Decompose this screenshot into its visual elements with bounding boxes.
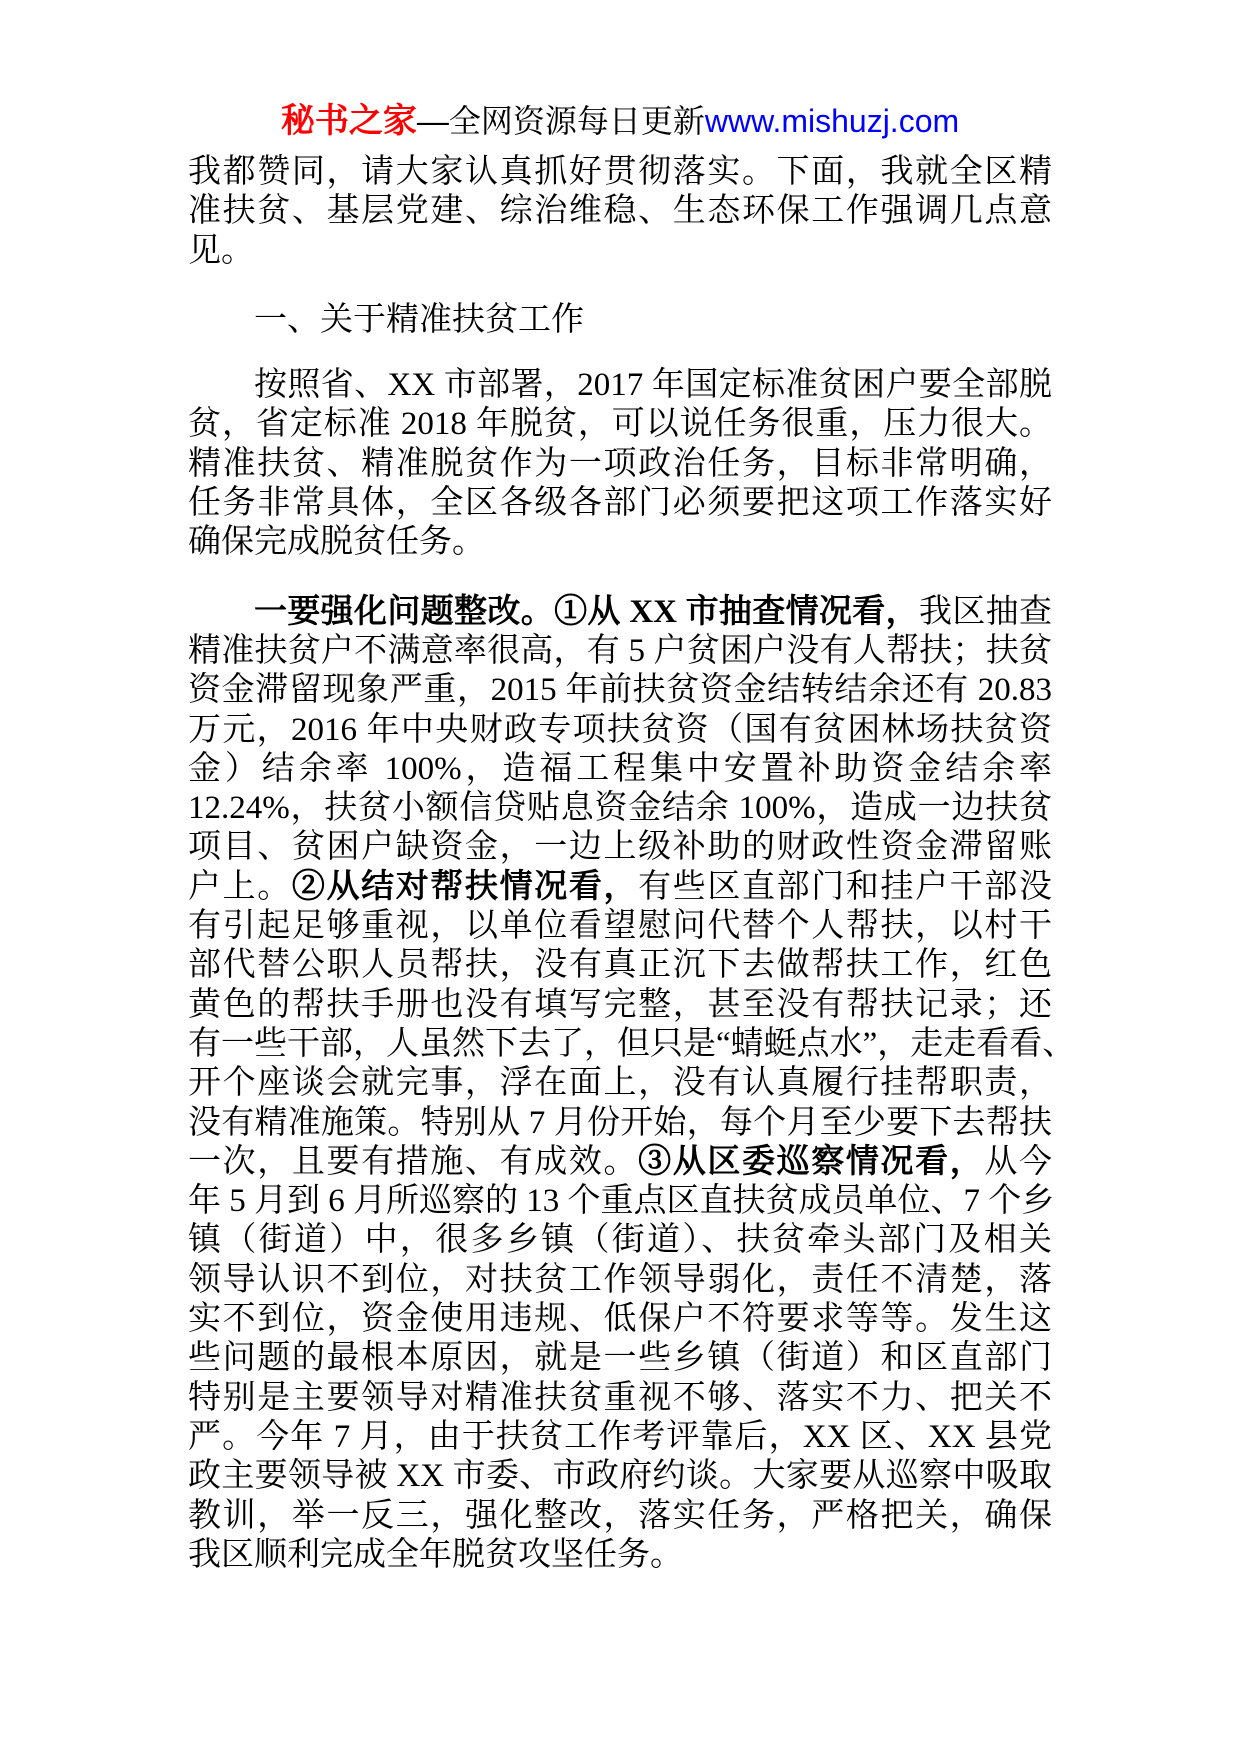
- text-line: 12.24%，扶贫小额信贷贴息资金结余 100%，造成一边扶贫: [188, 790, 1052, 827]
- text-line: 年 5 月到 6 月所巡察的 13 个重点区直扶贫成员单位、7 个乡: [188, 1183, 1055, 1220]
- text-run: 我区抽查: [918, 593, 1053, 630]
- text-line: 有一些干部，人虽然下去了，但只是“蜻蜓点水”，走走看看、: [188, 1025, 1076, 1062]
- text-line: 没有精准施策。特别从 7 月份开始，每个月至少要下去帮扶: [188, 1104, 1052, 1141]
- text-run: 有些区直部门和挂户干部没: [638, 868, 1052, 905]
- text-line: [188, 868, 1052, 907]
- text-line: 镇（街道）中，很多乡镇（街道）、扶贫牵头部门及相关: [188, 1222, 1052, 1259]
- paragraph-intro: [188, 153, 1052, 271]
- text-line: 严。今年 7 月，由于扶贫工作考评靠后，XX 区、XX 县党: [188, 1418, 1052, 1455]
- text-line: 按照省、XX 市部署，2017 年国定标准贫困户要全部脱: [254, 367, 1052, 404]
- brand-name: 秘书之家: [280, 102, 417, 140]
- text-line: 些问题的最根本原因，就是一些乡镇（街道）和区直部门: [188, 1340, 1052, 1377]
- text-line: 精准扶贫、精准脱贫作为一项政治任务，目标非常明确，: [188, 445, 1052, 482]
- bold-heading: ③从区委巡察情况看，: [638, 1143, 985, 1180]
- text-line: 金）结余率 100%，造福工程集中安置补助资金结余率: [188, 750, 1052, 787]
- text-line: 领导认识不到位，对扶贫工作领导弱化，责任不清楚，落: [188, 1261, 1052, 1298]
- text-line: 见。: [188, 232, 254, 269]
- text-line: 项目、贫困户缺资金，一边上级补助的财政性资金滞留账: [188, 829, 1052, 866]
- website-url: www.mishuzj.com: [704, 103, 960, 139]
- text-line: 政主要领导被 XX 市委、市政府约谈。大家要从巡察中吸取: [188, 1458, 1052, 1495]
- paragraph-deployment: [188, 366, 1052, 562]
- text-line: 实不到位，资金使用违规、低保户不符要求等等。发生这: [188, 1301, 1052, 1338]
- text-line: 我都赞同，请大家认真抓好贯彻落实。下面，我就全区精: [188, 154, 1052, 190]
- heading-line: 一、关于精准扶贫工作: [254, 301, 584, 338]
- text-line: 黄色的帮扶手册也没有填写完整，甚至没有帮扶记录；还: [188, 986, 1052, 1023]
- text-line: 部代替公职人员帮扶，没有真正沉下去做帮扶工作，红色: [188, 947, 1052, 984]
- text-line: 准扶贫、基层党建、综治维稳、生态环保工作强调几点意: [188, 193, 1052, 230]
- text-run: 一次，且要有措施、有成效。: [188, 1143, 639, 1180]
- text-line: 我区顺利完成全年脱贫攻坚任务。: [188, 1536, 683, 1573]
- document-body: [188, 153, 1076, 1575]
- text-line: 有引起足够重视，以单位看望慰问代替个人帮扶，以村干: [188, 908, 1052, 945]
- text-line: 开个座谈会就完事，浮在面上，没有认真履行挂帮职责，: [188, 1065, 1052, 1102]
- text-run: 从今: [984, 1143, 1052, 1180]
- paragraph-rectification: [188, 593, 1076, 1575]
- text-line: 特别是主要领导对精准扶贫重视不够、落实不力、把关不: [188, 1379, 1052, 1416]
- text-line: 贫，省定标准 2018 年脱贫，可以说任务很重，压力很大。: [188, 406, 1052, 443]
- text-line: 确保完成脱贫任务。: [188, 524, 485, 561]
- bold-heading: ②从结对帮扶情况看，: [291, 868, 639, 905]
- text-line: 资金滞留现象严重，2015 年前扶贫资金结转结余还有 20.83: [188, 672, 1052, 709]
- section-heading: [188, 301, 1052, 340]
- text-line: 教训，举一反三，强化整改，落实任务，严格把关，确保: [188, 1497, 1052, 1534]
- text-line: 精准扶贫户不满意率很高，有 5 户贫困户没有人帮扶；扶贫: [188, 632, 1052, 669]
- page-header: [0, 100, 1240, 142]
- text-line: [188, 1143, 1052, 1182]
- bold-heading: 一要强化问题整改。①从 XX 市抽查情况看，: [254, 593, 919, 630]
- text-run: 户上。: [188, 868, 292, 905]
- header-tagline: —全网资源每日更新: [416, 103, 705, 139]
- text-line: 万元，2016 年中央财政专项扶贫资（国有贫困林场扶贫资: [188, 711, 1052, 748]
- text-line: [188, 593, 1052, 632]
- text-line: 任务非常具体，全区各级各部门必须要把这项工作落实好: [188, 485, 1052, 522]
